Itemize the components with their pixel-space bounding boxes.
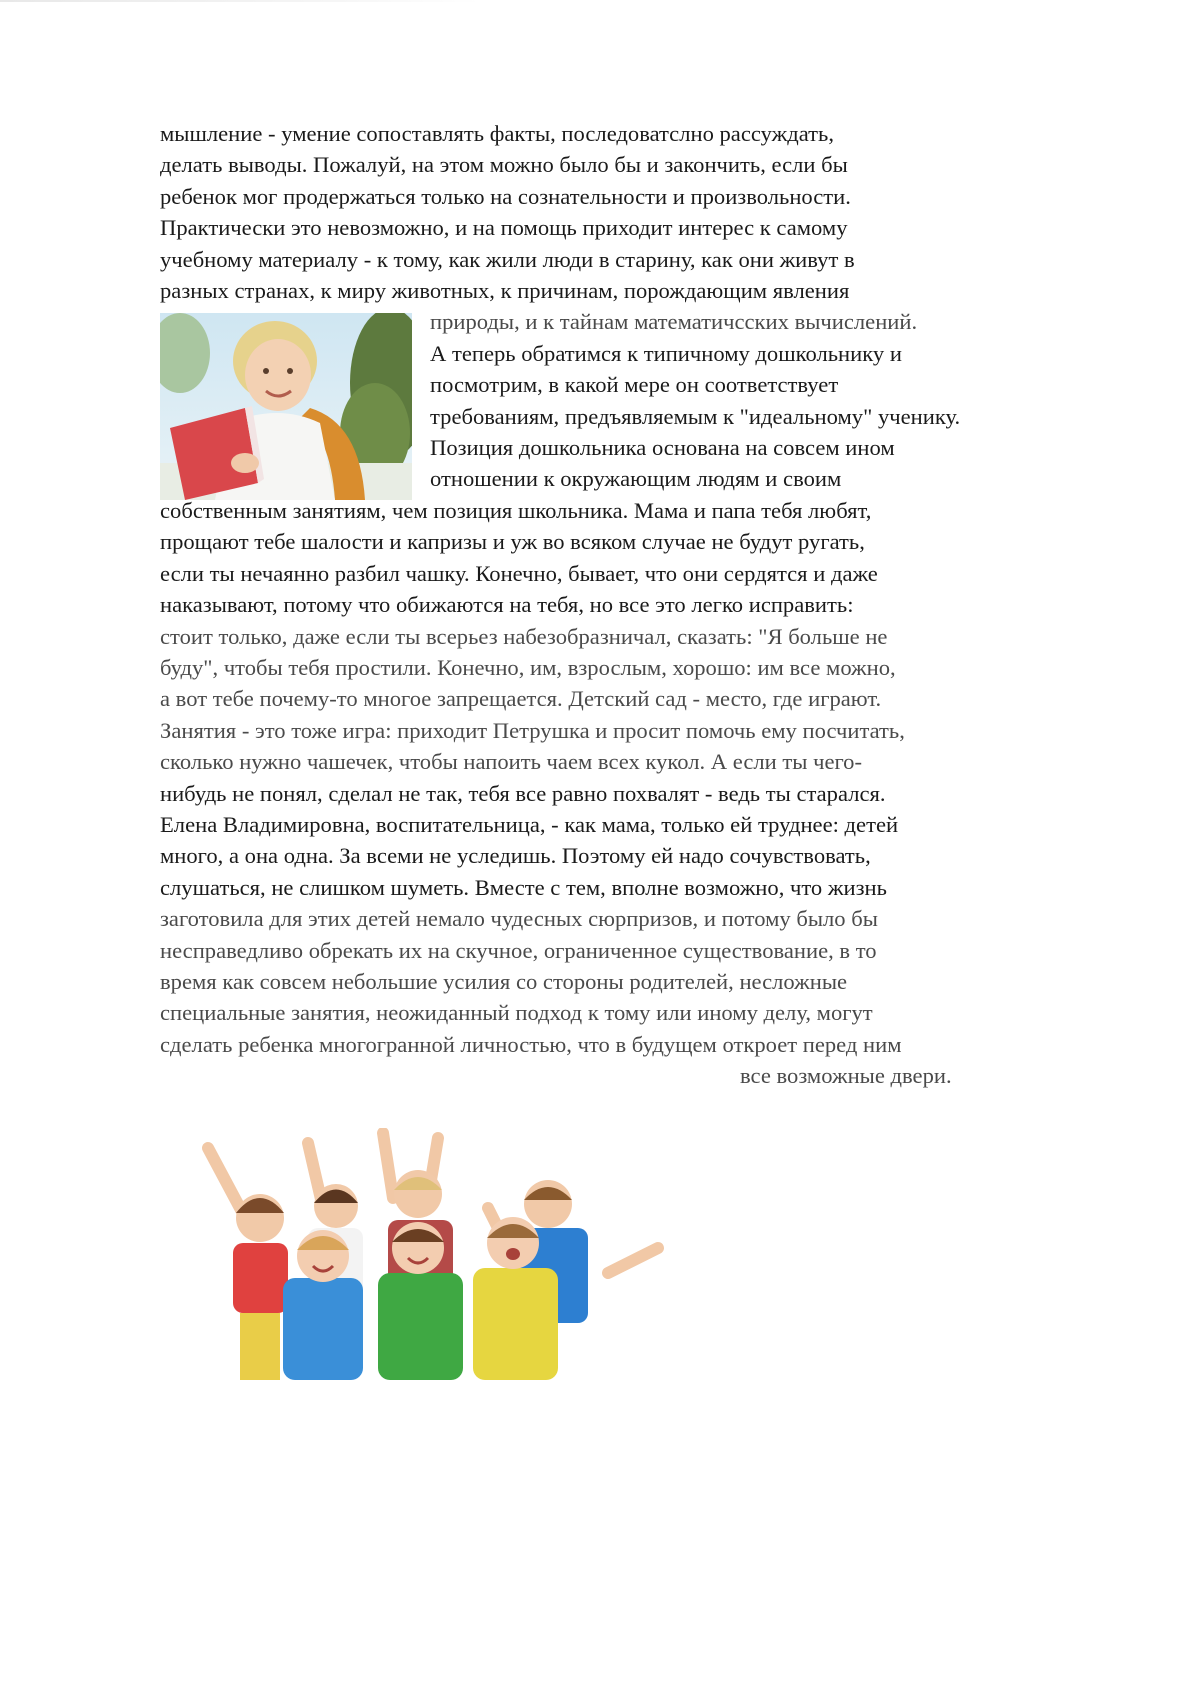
text-line: ребенок мог продержаться только на сознательности и произвольности.: [160, 183, 851, 209]
text-line: слушаться, не слишком шуметь. Вместе с тем, вполне возможно, что жизнь: [160, 874, 887, 900]
text-line: мышление - умение сопоставлять факты, последоватслно рассуждать,: [160, 121, 834, 146]
text-line: заготовила для этих детей немало чудесных сюрпризов, и потому было бы: [160, 906, 878, 932]
text-line: много, а она одна. За всеми не уследишь. Поэтому ей надо сочувствовать,: [160, 843, 871, 869]
text-line: собственным занятиям, чем позиция школьника. Мама и папа тебя любят,: [160, 497, 872, 523]
text-line: время как совсем небольшие усилия со стороны родителей, несложные: [160, 968, 848, 994]
text-line: разных странах, к миру животных, к причинам, порождающим явления: [160, 278, 850, 304]
text-line: А теперь обратимся к типичному дошкольнику и: [430, 340, 902, 366]
text-line: специальные занятия, неожиданный подход к тому или иному делу, могут: [160, 1000, 873, 1026]
text-line: если ты нечаянно разбил чашку. Конечно, бывает, что они сердятся и даже: [160, 560, 878, 586]
text-line: посмотрим, в какой мере он соответствует: [430, 372, 839, 398]
text-line: буду", чтобы тебя простили. Конечно, им, взрослым, хорошо: им все можно,: [160, 654, 896, 680]
text-line: Занятия - это тоже игра: приходит Петрушка и просит помочь ему посчитать,: [160, 717, 905, 743]
text-line: учебному материалу - к тому, как жили люди в старину, как они живут в: [160, 246, 855, 272]
text-line: а вот тебе почему-то многое запрещается. Детский сад - место, где играют.: [160, 686, 882, 712]
text-line: сделать ребенка многогранной личностью, что в будущем откроет перед ним: [160, 1031, 902, 1057]
text-line: Практически это невозможно, и на помощь приходит интерес к самому: [160, 215, 848, 241]
text-line: отношении к окружающим людям и своим: [430, 466, 842, 492]
text-line: делать выводы. Пожалуй, на этом можно было бы и закончить, если бы: [160, 152, 848, 178]
scan-edge: [0, 0, 480, 2]
text-line: стоит только, даже если ты всерьез набезобразничал, сказать: "Я больше не: [160, 623, 888, 649]
text-line: сколько нужно чашечек, чтобы напоить чаем всех кукол. А если ты чего-: [160, 749, 863, 775]
article-text: [160, 118, 1100, 1092]
text-line: несправедливо обрекать их на скучное, ограниченное существование, в то: [160, 937, 877, 963]
text-line: природы, и к тайнам математичсских вычислений.: [430, 309, 918, 335]
text-line: требованиям, предъявляемым к "идеальному" ученику.: [430, 403, 961, 429]
text-line: прощают тебе шалости и капризы и уж во всяком случае не будут ругать,: [160, 529, 865, 555]
text-line: наказывают, потому что обижаются на тебя, но все это легко исправить:: [160, 592, 854, 618]
text-line: Елена Владимировна, воспитательница, - как мама, только ей труднее: детей: [160, 811, 899, 837]
text-line: Позиция дошкольника основана на совсем ином: [430, 435, 895, 461]
happy-children-photo: [188, 1128, 708, 1380]
text-line: нибудь не понял, сделал не так, тебя все равно похвалят - ведь ты старался.: [160, 780, 886, 806]
text-line: все возможные двери.: [740, 1063, 952, 1089]
